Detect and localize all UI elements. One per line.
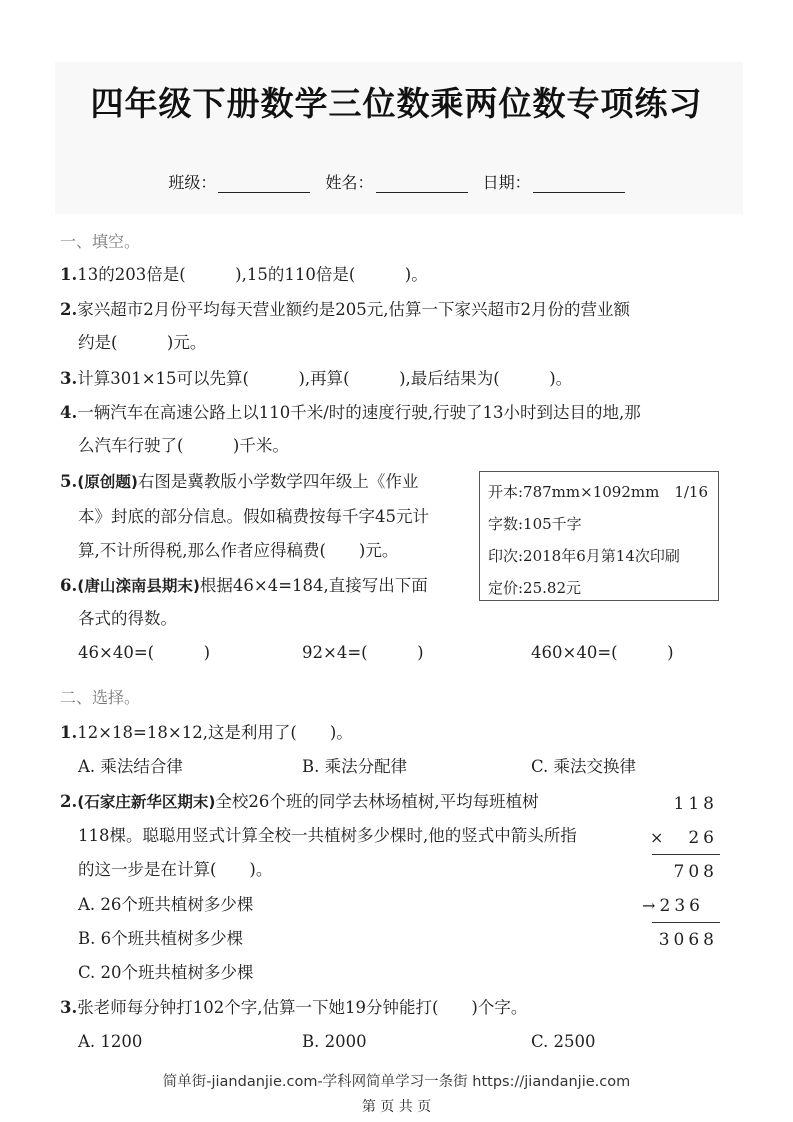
s1-q6-item-1: 46×40=( ) xyxy=(78,643,211,662)
book-info-format: 开本:787mm×1092mm 1/16 xyxy=(488,483,709,501)
name-field[interactable] xyxy=(325,170,467,193)
s1-q6-number: 6. xyxy=(60,576,78,595)
s2-q1-text: 12×18=18×12,这是利用了( )。 xyxy=(77,723,353,742)
arrow-icon: → xyxy=(642,896,656,915)
date-blank[interactable] xyxy=(533,176,625,193)
page-counter: 第 页 共 页 xyxy=(361,1099,432,1115)
s1-q1-text: 13的203倍是( ),15的110倍是( )。 xyxy=(77,265,428,284)
s2-q2-option-c: C. 20个班共植树多少棵 xyxy=(78,963,254,982)
book-info-price: 定价:25.82元 xyxy=(488,579,581,597)
s1-q5-text-a: 右图是冀教版小学数学四年级上《作业 xyxy=(137,472,419,491)
calc-rule-1 xyxy=(652,854,720,855)
s2-q1-option-c: C. 乘法交换律 xyxy=(531,757,637,776)
s1-q5-text-b: 本》封底的部分信息。假如稿费按每千字45元计 xyxy=(78,507,429,526)
s2-q2-option-a: A. 26个班共植树多少棵 xyxy=(78,895,254,914)
s2-q2-option-b: B. 6个班共植树多少棵 xyxy=(78,929,244,948)
s2-question-2 xyxy=(60,790,539,814)
s1-q6-item-2: 92×4=( ) xyxy=(302,643,424,662)
s1-q4-text-a: 一辆汽车在高速公路上以110千米/时的速度行驶,行驶了13小时到达目的地,那 xyxy=(77,403,641,422)
section2-heading: 二、选择。 xyxy=(60,688,141,707)
s1-q5-text-c: 算,不计所得税,那么作者应得稿费( )元。 xyxy=(78,541,399,560)
calc-partial-2: 236 xyxy=(659,896,704,916)
name-blank[interactable] xyxy=(376,176,468,193)
class-field[interactable] xyxy=(168,170,310,193)
s1-question-3 xyxy=(60,367,572,391)
s2-question-3 xyxy=(60,996,527,1020)
s1-q6-text-b: 各式的得数。 xyxy=(78,609,177,628)
s2-q3-option-a: A. 1200 xyxy=(78,1032,143,1051)
calc-multiplier: 26 xyxy=(688,828,718,848)
s1-q3-number: 3. xyxy=(60,369,78,388)
s1-q5-tag: (原创题) xyxy=(77,473,138,491)
s1-question-6 xyxy=(60,574,428,598)
calc-rule-2 xyxy=(652,922,720,923)
s1-question-4 xyxy=(60,401,641,425)
s1-q6-tag: (唐山滦南县期末) xyxy=(77,577,200,595)
s1-question-1 xyxy=(60,263,428,287)
s2-q2-number: 2. xyxy=(60,792,78,811)
s1-q2-number: 2. xyxy=(60,300,78,319)
vertical-multiplication xyxy=(640,792,720,957)
s2-q3-option-b: B. 2000 xyxy=(302,1032,367,1051)
s2-q1-option-b: B. 乘法分配律 xyxy=(302,757,408,776)
student-info-line xyxy=(0,170,793,193)
s2-q2-text-a: 全校26个班的同学去林场植树,平均每班植树 xyxy=(215,792,539,811)
calc-operator: × xyxy=(650,828,664,847)
s1-q2-text-a: 家兴超市2月份平均每天营业额约是205元,估算一下家兴超市2月份的营业额 xyxy=(77,300,630,319)
s1-q6-text-a: 根据46×4=184,直接写出下面 xyxy=(199,576,428,595)
s2-q1-number: 1. xyxy=(60,723,78,742)
date-label: 日期： xyxy=(482,173,531,192)
s2-q2-tag: (石家庄新华区期末) xyxy=(77,793,216,811)
name-label: 姓名： xyxy=(325,173,374,192)
book-info-box xyxy=(479,471,719,601)
book-info-wordcount: 字数:105千字 xyxy=(488,515,582,533)
footer-site-line: 简单街-jiandanjie.com-学科网简单学习一条街 https://jiandanjie.com xyxy=(162,1074,631,1090)
section1-heading: 一、填空。 xyxy=(60,232,141,251)
s1-question-2 xyxy=(60,298,630,322)
s1-q2-text-b: 约是( )元。 xyxy=(78,333,207,352)
s2-q2-text-b: 118棵。聪聪用竖式计算全校一共植树多少棵时,他的竖式中箭头所指 xyxy=(78,826,577,845)
s2-q3-text: 张老师每分钟打102个字,估算一下她19分钟能打( )个字。 xyxy=(77,998,528,1017)
book-info-printing: 印次:2018年6月第14次印刷 xyxy=(488,547,680,565)
s1-q1-number: 1. xyxy=(60,265,78,284)
calc-multiplicand: 118 xyxy=(673,794,718,814)
date-field[interactable] xyxy=(483,170,625,193)
s2-q1-option-a: A. 乘法结合律 xyxy=(78,757,183,776)
page-title: 四年级下册数学三位数乘两位数专项练习 xyxy=(90,84,703,123)
s1-q5-number: 5. xyxy=(60,472,78,491)
class-label: 班级： xyxy=(168,173,217,192)
s1-q3-text: 计算301×15可以先算( ),再算( ),最后结果为( )。 xyxy=(77,369,573,388)
s1-question-5 xyxy=(60,470,418,494)
s1-q4-number: 4. xyxy=(60,403,78,422)
s2-q3-option-c: C. 2500 xyxy=(531,1032,596,1051)
s2-question-1 xyxy=(60,721,353,745)
s2-q3-number: 3. xyxy=(60,998,78,1017)
class-blank[interactable] xyxy=(218,176,310,193)
calc-result: 3068 xyxy=(658,930,718,950)
calc-partial-1: 708 xyxy=(673,862,718,882)
s1-q6-item-3: 460×40=( ) xyxy=(531,643,674,662)
s1-q4-text-b: 么汽车行驶了( )千米。 xyxy=(78,436,289,455)
s2-q2-text-c: 的这一步是在计算( )。 xyxy=(78,860,273,879)
